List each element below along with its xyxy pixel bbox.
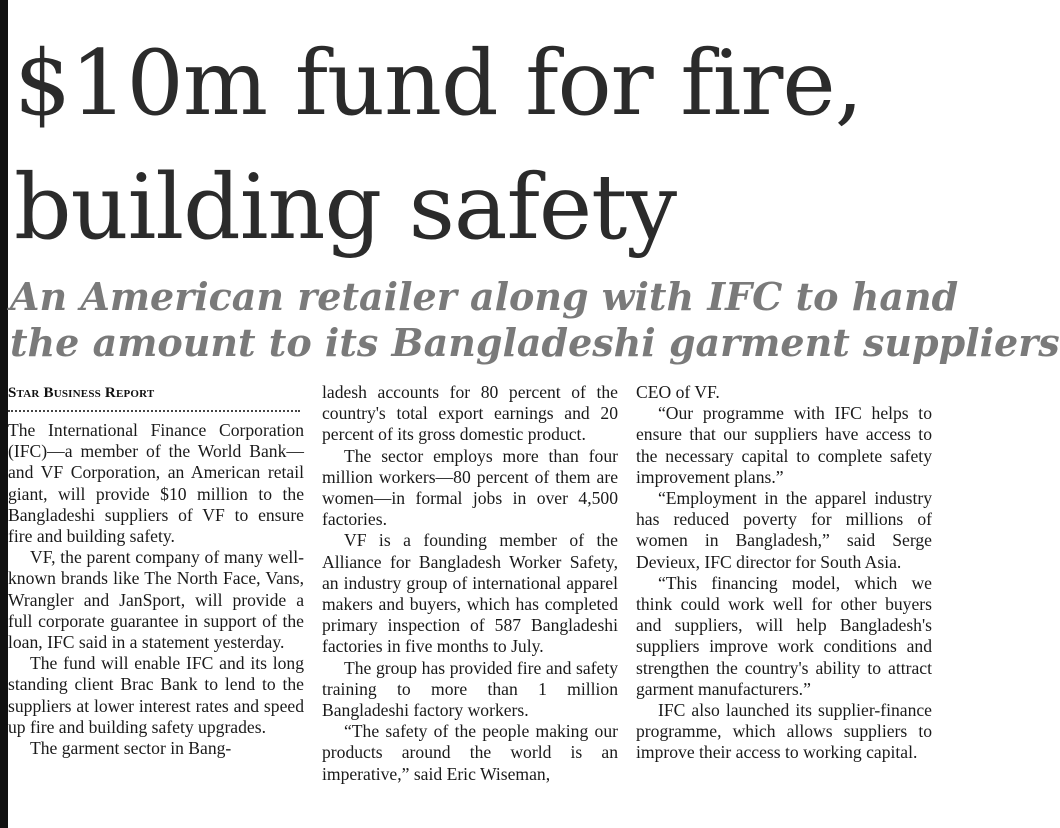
paragraph: VF, the parent company of many well-known brands like The North Face, Vans, Wrangler and JanSport, will provide a full corporate guarantee in support of the loan, IFC said in a statement yesterday. — [8, 547, 304, 653]
article-column-3 — [636, 382, 932, 764]
paragraph: “Employment in the apparel industry has reduced poverty for millions of women in Bangladesh,” said Serge Devieux, IFC director for South Asia. — [636, 488, 932, 572]
paragraph: “This financing model, which we think could work well for other buyers and suppliers, will help Bangladesh's suppliers improve work conditions and strengthen the country's ability to attract garment manufacturers.” — [636, 572, 932, 699]
paragraph: The International Finance Corporation (IFC)—a member of the World Bank—and VF Corporation, an American retail giant, will provide $10 million to the Bangladeshi suppliers of VF to ensure fire and building safety. — [8, 420, 304, 547]
paragraph: “Our programme with IFC helps to ensure that our suppliers have access to the necessary capital to complete safety improvement plans.” — [636, 403, 932, 487]
paragraph: ladesh accounts for 80 percent of the country's total export earnings and 20 percent of its gross domestic product. — [322, 382, 618, 445]
paragraph: The garment sector in Bang- — [30, 738, 232, 759]
subheadline-line-2: the amount to its Bangladeshi garment suppliers — [10, 320, 1060, 365]
paragraph: CEO of VF. — [636, 382, 720, 402]
article-column-1 — [8, 382, 304, 759]
byline-divider — [8, 410, 300, 412]
headline-line-1: $10m fund for fire, — [14, 31, 863, 136]
subheadline-line-1: An American retailer along with IFC to hand — [10, 274, 959, 319]
headline — [14, 22, 939, 270]
byline: Star Business Report — [8, 385, 155, 401]
page-edge-bar — [0, 0, 8, 828]
article-column-2 — [322, 382, 618, 785]
paragraph: IFC also launched its supplier-finance programme, which allows suppliers to improve their access to working capital. — [636, 700, 932, 763]
paragraph: VF is a founding member of the Alliance for Bangladesh Worker Safety, an industry group of international apparel makers and buyers, which has completed primary inspection of 587 Bangladeshi factories in five months to July. — [322, 530, 618, 657]
paragraph: The group has provided fire and safety training to more than 1 million Bangladeshi factory workers. — [322, 657, 618, 721]
paragraph: The sector employs more than four million workers—80 percent of them are women—in formal jobs in over 4,500 factories. — [322, 445, 618, 530]
subheadline — [10, 274, 1060, 366]
paragraph: “The safety of the people making our products around the world is an imperative,” said Eric Wiseman, — [322, 721, 618, 784]
headline-line-2: building safety — [14, 155, 677, 260]
paragraph: The fund will enable IFC and its long standing client Brac Bank to lend to the suppliers at lower interest rates and speed up fire and building safety upgrades. — [8, 653, 304, 737]
